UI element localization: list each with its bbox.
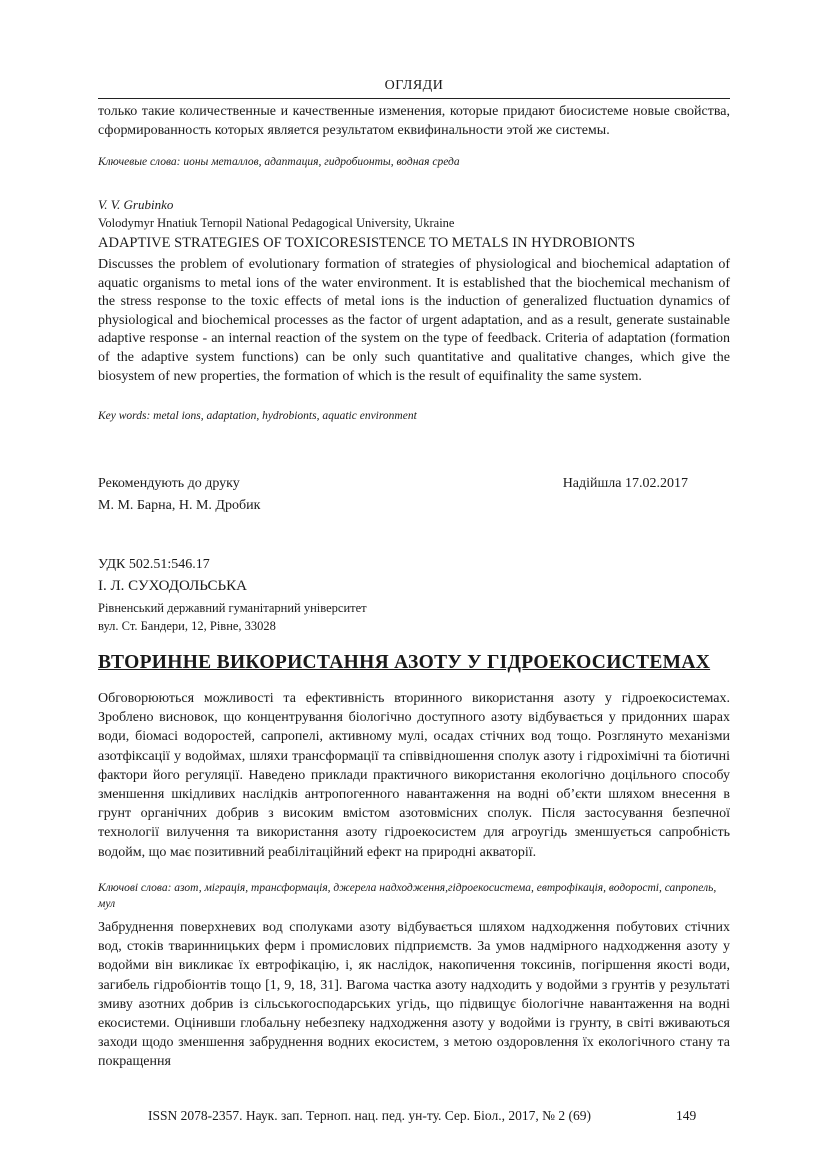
journal-citation: ISSN 2078-2357. Наук. зап. Терноп. нац. пед. ун-ту. Сер. Біол., 2017, № 2 (69) <box>148 1108 591 1123</box>
article-author: І. Л. СУХОДОЛЬСЬКА <box>98 578 247 594</box>
top-paragraph: только такие количественные и качественные изменения, которые придают биосистеме новые свойства, сформированность которых является результатом еквифинальности этой же системы. <box>98 104 730 138</box>
en-author: V. V. Grubinko <box>98 197 174 212</box>
article-abstract: Обговорюються можливості та ефективність вторинного використання азоту у гідроекосистемах. Зроблено висновок, що концентрування біологічно доступного азоту відбувається у придонних шарах води, біомасі водоростей, сапропелі, активному мулі, осадах стічних вод тощо. Розглянуто механізми азотфіксації у водоймах, шляхи трансформації та співвідношення сполук азоту і гідрохімічні та біотичні фактори його регуляції. Наведено приклади практичного використання екологічно доцільного способу зменшення шкідливих наслідків антропогенного навантаження на водні об’єкти шляхом внесення в грунт органічних добрив з високим вмістом азотовмісних сполук. Після застосування безпечної технології вилучення та використання азоту гідроекосистем для агроугідь зменшується сапробність водойм, що має позитивний реабілітаційний ефект на природні акваторії. <box>98 691 730 860</box>
en-keywords: Key words: metal ions, adaptation, hydrobionts, aquatic environment <box>98 410 417 422</box>
article-title: ВТОРИННЕ ВИКОРИСТАННЯ АЗОТУ У ГІДРОЕКОСИСТЕМАХ <box>98 652 711 673</box>
received-date: Надійшла 17.02.2017 <box>562 476 688 491</box>
en-abstract-text: Discusses the problem of evolutionary formation of strategies of physiological and biochemical adaptation of aquatic organisms to metal ions of the water environment. It is established that the biochemical mechanism of the stress response to the toxic effects of metal ions is the induction of generalized fluctuation dynamics of physiological and biochemical processes as the factor of urgent adaptation, and as a result, generate sustainable adaptive response - an internal reaction of the system on the type of feedback. Criteria of adaptation (formation of the adaptive system functions) can be only such quantitative and qualitative changes, which give the biosystem of new properties, the formation of which is the result of equifinality the same system. <box>98 257 730 384</box>
reviewers: М. М. Барна, Н. М. Дробик <box>98 497 261 513</box>
en-title: ADAPTIVE STRATEGIES OF TOXICORESISTENCE TO METALS IN HYDROBIONTS <box>98 235 636 251</box>
running-head: ОГЛЯДИ <box>384 78 444 93</box>
article-keywords: Ключові слова: азот, міграція, трансформація, джерела надходження,гідроекосистема, евтрофікація, водорості, сапропель, мул <box>98 882 717 910</box>
en-affiliation: Volodymyr Hnatiuk Ternopil National Pedagogical University, Ukraine <box>98 216 455 230</box>
udk: УДК 502.51:546.17 <box>98 557 210 572</box>
article-affiliation-1: Рівненський державний гуманітарний університет <box>98 601 367 615</box>
article-affiliation-2: вул. Ст. Бандери, 12, Рівне, 33028 <box>98 619 276 633</box>
header-rule <box>98 98 730 99</box>
top-keywords: Ключевые слова: ионы металлов, адаптация, гидробионты, водная среда <box>98 156 460 168</box>
recommend-row <box>98 475 688 515</box>
recommend-label: Рекомендують до друку <box>98 476 240 491</box>
page-number: 149 <box>676 1108 697 1123</box>
article-body: Забруднення поверхневих вод сполуками азоту відбувається шляхом надходження побутових стічних вод, стоків тваринницьких ферм і промислових підприємств. За умов надмірного надходження азоту у водойми він викликає їх евтрофікацію, і, як наслідок, накопичення токсинів, погіршення якості води, загибель гідробіонтів тощо [1, 9, 18, 31]. Вагома частка азоту надходить у водойми з грунтів у результаті змиву азотних добрив із сільськогосподарських угідь, що підвищує біологічне навантаження на водні екосистеми. Оцінивши глобальну небезпеку надходження азоту у водойми із грунту, в світі вживаються заходи щодо зменшення забруднення водних екосистем, з метою оздоровлення їх екологічного стану та покращення <box>98 920 730 1070</box>
